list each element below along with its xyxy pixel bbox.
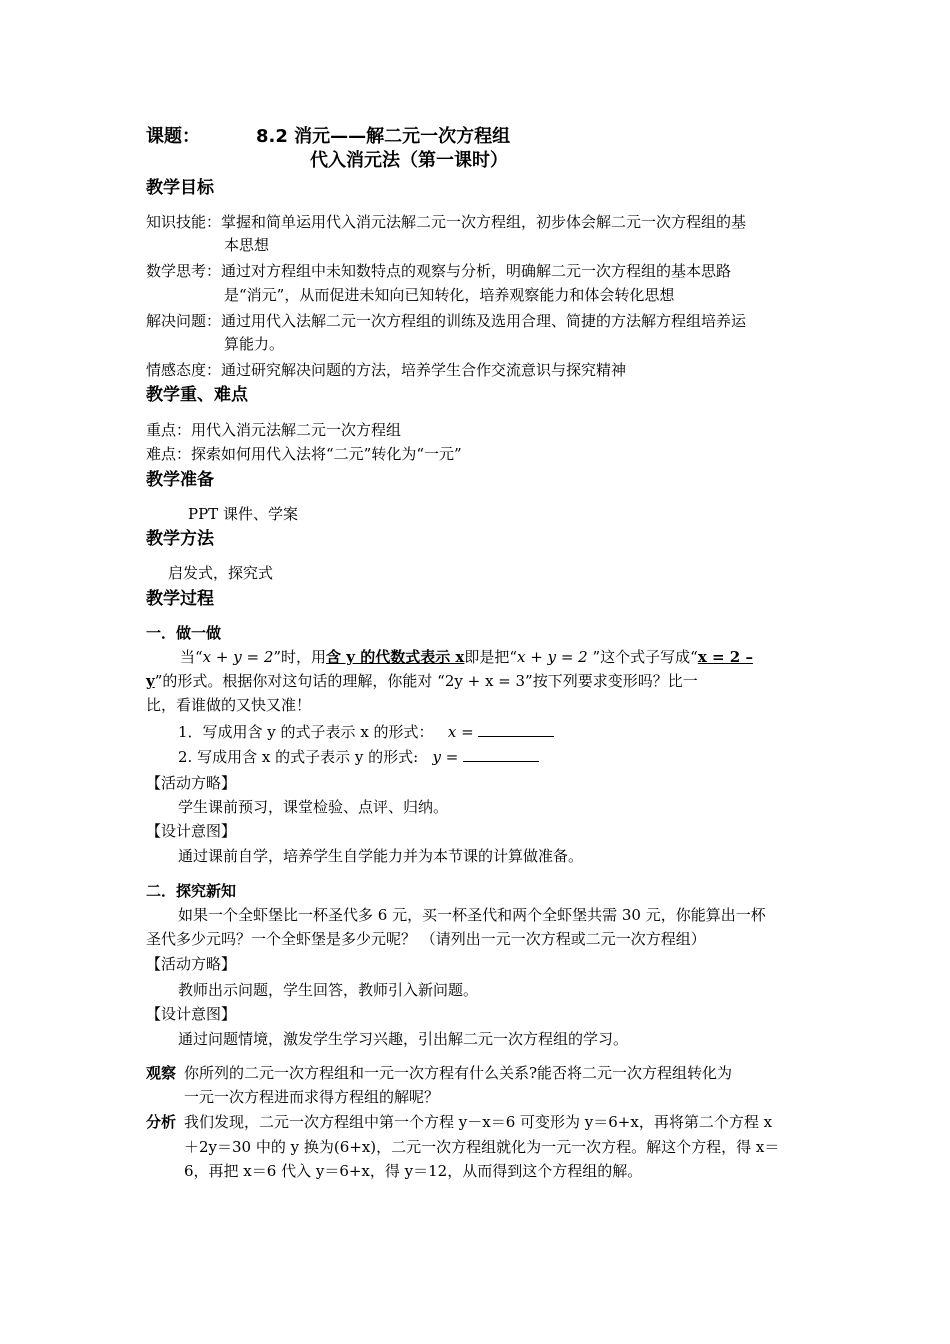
goal-thinking-line1: 数学思考：通过对方程组中未知数特点的观察与分析，明确解二元一次方程组的基本思路 [146, 262, 732, 280]
observe-line1: 你所列的二元一次方程组和一元一次方程有什么关系?能否将二元一次方程组转化为 [184, 1064, 733, 1082]
prep-text: PPT 课件、学案 [188, 505, 298, 523]
analysis-line2: ＋2y＝30 中的 y 换为(6+x)，二元一次方程组就化为一元一次方程。解这个方程，得 x＝ [184, 1138, 780, 1156]
lesson-title: 8.2 消元——解二元一次方程组 [256, 126, 511, 147]
goal-knowledge-line1: 知识技能：掌握和简单运用代入消元法解二元一次方程组，初步体会解二元一次方程组的基 [146, 213, 747, 231]
keypoint-difficult: 难点：探索如何用代入法将“二元”转化为“一元” [146, 445, 462, 463]
method-text: 启发式，探究式 [168, 564, 274, 582]
part1-question1: 1．写成用含 y 的式子表示 x 的形式： x = [178, 721, 554, 743]
analysis-label: 分析 [146, 1113, 177, 1131]
goal-knowledge-line2: 本思想 [224, 236, 270, 254]
part2-problem-line1: 如果一个全虾堡比一杯圣代多 6 元，买一杯圣代和两个全虾堡共需 30 元，你能算出一杯 [178, 906, 766, 924]
goal-solving-line1: 解决问题：通过用代入法解二元一次方程组的训练及选用合理、简捷的方法解方程组培养运 [146, 312, 747, 330]
answer-blank-2[interactable] [463, 747, 539, 762]
analysis-line1: 我们发现，二元一次方程组中第一个方程 y－x＝6 可变形为 y＝6+x，再将第二个方程 x [184, 1113, 773, 1131]
process-heading: 教学过程 [146, 589, 214, 609]
part2-activity-text: 教师出示问题，学生回答，教师引入新问题。 [178, 981, 479, 999]
part2-design-label: 【设计意图】 [146, 1005, 237, 1023]
observe-label: 观察 [146, 1064, 177, 1082]
part1-activity-text: 学生课前预习，课堂检验、点评、归纳。 [178, 798, 449, 816]
method-heading: 教学方法 [146, 529, 214, 549]
analysis-line3: 6，再把 x＝6 代入 y＝6+x，得 y＝12，从而得到这个方程组的解。 [184, 1162, 643, 1180]
lesson-label: 课题： [146, 126, 200, 147]
goal-thinking-line2: 是“消元”，从而促进未知向已知转化，培养观察能力和体会转化思想 [224, 286, 675, 304]
keypoints-heading: 教学重、难点 [146, 385, 248, 405]
part1-activity-label: 【活动方略】 [146, 774, 237, 792]
part1-paragraph-line2: y”的形式。根据你对这句话的理解，你能对 “2y + x = 3”按下列要求变形吗？比一 [146, 672, 698, 690]
part1-paragraph-line3: 比，看谁做的又快又准！ [146, 696, 312, 714]
goal-attitude: 情感态度：通过研究解决问题的方法，培养学生合作交流意识与探究精神 [146, 361, 627, 379]
observe-line2: 一元一次方程进而求得方程组的解呢？ [184, 1088, 440, 1106]
keypoint-key: 重点：用代入消元法解二元一次方程组 [146, 421, 402, 439]
part1-heading: 一．做一做 [146, 624, 222, 642]
part2-heading: 二．探究新知 [146, 882, 237, 900]
prep-heading: 教学准备 [146, 470, 214, 490]
lesson-subtitle: 代入消元法（第一课时） [310, 150, 508, 171]
part1-paragraph-line1: 当“x + y = 2”时，用含 y 的代数式表示 x即是把“x + y = 2 ”这个式子写成“x = 2 – [180, 648, 753, 666]
part1-design-text: 通过课前自学，培养学生自学能力并为本节课的计算做准备。 [178, 847, 584, 865]
goal-solving-line2: 算能力。 [224, 335, 285, 353]
part2-activity-label: 【活动方略】 [146, 955, 237, 973]
part1-design-label: 【设计意图】 [146, 822, 237, 840]
part1-question2: 2. 写成用含 x 的式子表示 y 的形式: y = [178, 746, 539, 768]
part2-problem-line2: 圣代多少元吗？一个全虾堡是多少元呢？ （请列出一元一次方程或二元一次方程组） [146, 930, 706, 948]
goals-heading: 教学目标 [146, 178, 214, 198]
answer-blank-1[interactable] [478, 722, 554, 737]
part2-design-text: 通过问题情境，激发学生学习兴趣，引出解二元一次方程组的学习。 [178, 1030, 629, 1048]
